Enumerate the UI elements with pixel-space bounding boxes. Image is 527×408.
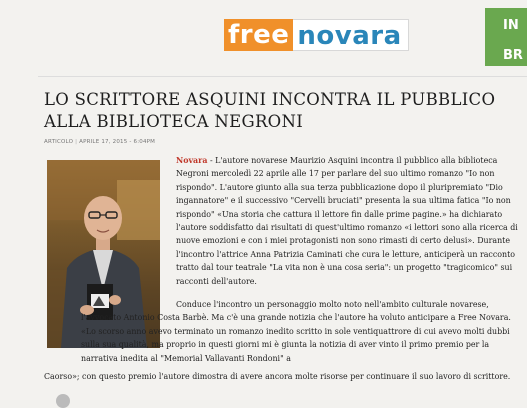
article-date: APRILE 17, 2015 - 6:04PM [79, 139, 156, 145]
article-paragraph-1 [176, 154, 522, 288]
banner-line-1: IN [503, 18, 519, 33]
banner-line-2: BR [503, 48, 523, 63]
site-logo[interactable] [224, 19, 409, 51]
article-place: Novara [176, 156, 208, 165]
article-body-top [176, 154, 522, 288]
article-paragraph-2-tail: Caorso»; con questo premio l'autore dimostra di avere ancora molte risorse per continuare il suo lavoro di scrittore. [44, 372, 511, 381]
meta-separator: | [75, 139, 80, 145]
article-body-bottom [81, 298, 522, 365]
article-meta [44, 139, 155, 145]
side-banner[interactable] [485, 8, 527, 66]
logo-free-text: free [224, 19, 293, 51]
article-title: LO SCRITTORE ASQUINI INCONTRA IL PUBBLICO ALLA BIBLIOTECA NEGRONI [44, 90, 496, 131]
avatar [56, 394, 70, 408]
category-link[interactable]: ARTICOLO [44, 139, 74, 145]
header-divider [38, 76, 527, 77]
article-paragraph-2: Conduce l'incontro un personaggio molto noto nell'ambito culturale novarese, l'avvocato Antonio Costa Barbè. Ma c'è una grande notizia che l'autore ha voluto anticipare a Free Novara. «Lo scorso anno avevo terminato un romanzo inedito scritto in sole ventiquattrore di cui avevo molti dubbi sulla sua qualità, ma proprio in questi giorni mi è giunta la notizia di aver vinto il primo premio per la narrativa inedita al "Memorial Vallavanti Rondoni" a [81, 300, 511, 363]
logo-novara-text: novara [293, 19, 408, 51]
paragraph-1-text: - L'autore novarese Maurizio Asquini incontra il pubblico alla biblioteca Negroni mercoledì 22 aprile alle 17 per parlare del suo ultimo romanzo "Io non rispondo". L'autore giunto alla sua terza pubblicazione dopo il pluripremiato "Dio ingannatore" e il successivo "Cervelli bruciati" presenta la sua ultima fatica "Io non rispondo" «Una storia che cattura il lettore fin dalle prime pagine.» ha dichiarato l'autore soddisfatto dai risultati di quest'ultimo romanzo «i lettori sono alla ricerca di nuove emozioni e con i miei protagonisti non sono rimasti di certo delusi». Durante l'incontro l'attrice Anna Patrizia Caminati che cura le letture, anticiperà un racconto tratto dal tour teatrale "La vita non è una cosa seria": un progetto "tragicomico" sui racconti dell'autore. [176, 156, 518, 286]
site-header [0, 0, 527, 72]
